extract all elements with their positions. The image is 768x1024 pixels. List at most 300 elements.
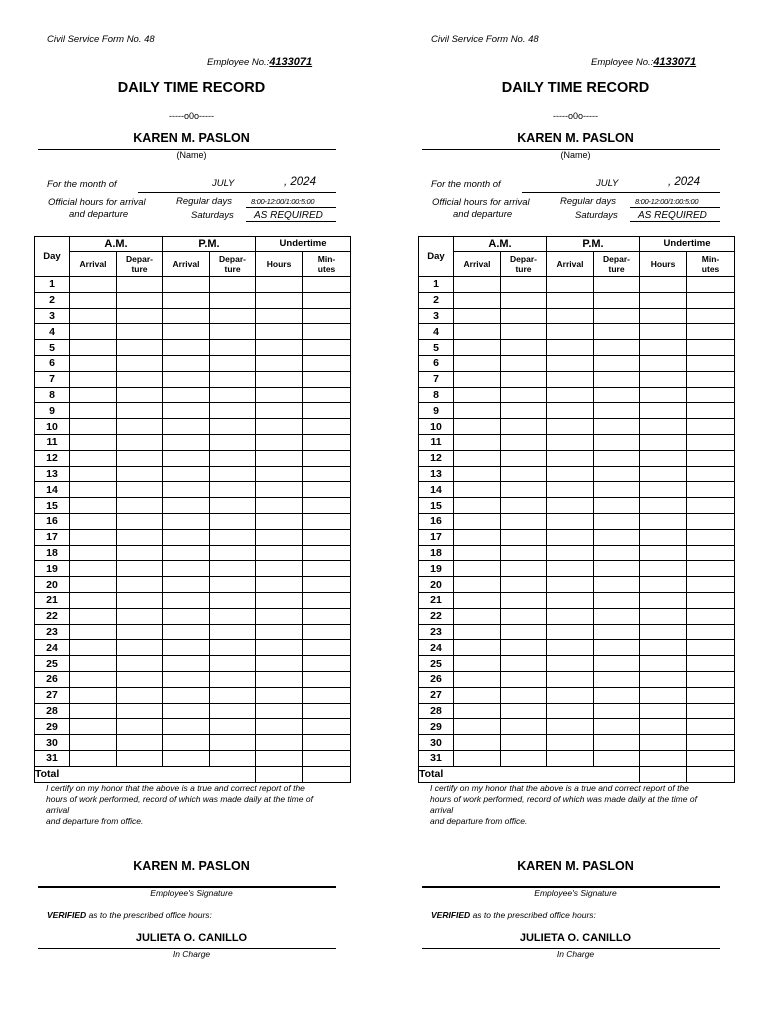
undertime-hours-cell[interactable] — [256, 513, 303, 529]
pm-departure-cell[interactable] — [594, 387, 640, 403]
am-arrival-cell[interactable] — [454, 545, 501, 561]
undertime-hours-cell[interactable] — [256, 561, 303, 577]
undertime-hours-cell[interactable] — [256, 750, 303, 766]
am-arrival-cell[interactable] — [70, 703, 117, 719]
pm-arrival-cell[interactable] — [163, 466, 210, 482]
pm-departure-cell[interactable] — [210, 450, 256, 466]
pm-departure-cell[interactable] — [594, 577, 640, 593]
undertime-hours-cell[interactable] — [256, 671, 303, 687]
undertime-hours-cell[interactable] — [256, 308, 303, 324]
undertime-minutes-cell[interactable] — [303, 466, 351, 482]
undertime-hours-cell[interactable] — [256, 355, 303, 371]
undertime-minutes-cell[interactable] — [303, 324, 351, 340]
pm-arrival-cell[interactable] — [163, 292, 210, 308]
pm-departure-cell[interactable] — [210, 561, 256, 577]
pm-arrival-cell[interactable] — [163, 355, 210, 371]
pm-arrival-cell[interactable] — [547, 324, 594, 340]
am-arrival-cell[interactable] — [70, 482, 117, 498]
undertime-hours-cell[interactable] — [256, 434, 303, 450]
pm-arrival-cell[interactable] — [547, 450, 594, 466]
undertime-minutes-cell[interactable] — [303, 671, 351, 687]
pm-departure-cell[interactable] — [594, 292, 640, 308]
am-departure-cell[interactable] — [117, 308, 163, 324]
am-departure-cell[interactable] — [501, 292, 547, 308]
am-arrival-cell[interactable] — [454, 403, 501, 419]
am-departure-cell[interactable] — [501, 577, 547, 593]
pm-arrival-cell[interactable] — [163, 529, 210, 545]
undertime-minutes-cell[interactable] — [687, 624, 735, 640]
pm-departure-cell[interactable] — [594, 656, 640, 672]
undertime-hours-cell[interactable] — [640, 529, 687, 545]
am-departure-cell[interactable] — [117, 324, 163, 340]
undertime-hours-cell[interactable] — [640, 719, 687, 735]
am-departure-cell[interactable] — [117, 592, 163, 608]
undertime-hours-cell[interactable] — [256, 292, 303, 308]
undertime-minutes-cell[interactable] — [303, 561, 351, 577]
total-minutes-cell[interactable] — [687, 766, 735, 782]
am-arrival-cell[interactable] — [70, 498, 117, 514]
pm-departure-cell[interactable] — [210, 529, 256, 545]
pm-departure-cell[interactable] — [210, 592, 256, 608]
undertime-minutes-cell[interactable] — [687, 750, 735, 766]
am-arrival-cell[interactable] — [454, 592, 501, 608]
am-departure-cell[interactable] — [117, 529, 163, 545]
undertime-hours-cell[interactable] — [640, 750, 687, 766]
pm-arrival-cell[interactable] — [163, 577, 210, 593]
undertime-hours-cell[interactable] — [256, 450, 303, 466]
am-arrival-cell[interactable] — [454, 498, 501, 514]
am-departure-cell[interactable] — [501, 277, 547, 293]
pm-arrival-cell[interactable] — [547, 608, 594, 624]
undertime-minutes-cell[interactable] — [687, 419, 735, 435]
pm-departure-cell[interactable] — [594, 498, 640, 514]
pm-arrival-cell[interactable] — [547, 387, 594, 403]
am-arrival-cell[interactable] — [70, 592, 117, 608]
pm-arrival-cell[interactable] — [163, 545, 210, 561]
pm-departure-cell[interactable] — [594, 371, 640, 387]
am-arrival-cell[interactable] — [70, 750, 117, 766]
am-departure-cell[interactable] — [501, 498, 547, 514]
am-arrival-cell[interactable] — [70, 687, 117, 703]
am-arrival-cell[interactable] — [454, 371, 501, 387]
undertime-hours-cell[interactable] — [640, 324, 687, 340]
undertime-hours-cell[interactable] — [640, 387, 687, 403]
undertime-minutes-cell[interactable] — [303, 419, 351, 435]
undertime-hours-cell[interactable] — [640, 308, 687, 324]
pm-departure-cell[interactable] — [594, 355, 640, 371]
undertime-hours-cell[interactable] — [640, 735, 687, 751]
total-minutes-cell[interactable] — [303, 766, 351, 782]
undertime-minutes-cell[interactable] — [303, 592, 351, 608]
pm-departure-cell[interactable] — [594, 324, 640, 340]
pm-arrival-cell[interactable] — [163, 387, 210, 403]
am-arrival-cell[interactable] — [454, 624, 501, 640]
undertime-minutes-cell[interactable] — [303, 624, 351, 640]
am-departure-cell[interactable] — [117, 719, 163, 735]
pm-arrival-cell[interactable] — [163, 719, 210, 735]
pm-arrival-cell[interactable] — [163, 403, 210, 419]
undertime-hours-cell[interactable] — [256, 324, 303, 340]
pm-departure-cell[interactable] — [594, 687, 640, 703]
undertime-minutes-cell[interactable] — [303, 308, 351, 324]
am-arrival-cell[interactable] — [70, 292, 117, 308]
am-departure-cell[interactable] — [501, 624, 547, 640]
pm-arrival-cell[interactable] — [547, 308, 594, 324]
pm-departure-cell[interactable] — [594, 308, 640, 324]
am-arrival-cell[interactable] — [454, 513, 501, 529]
pm-departure-cell[interactable] — [210, 608, 256, 624]
am-arrival-cell[interactable] — [70, 561, 117, 577]
pm-arrival-cell[interactable] — [547, 640, 594, 656]
undertime-hours-cell[interactable] — [256, 466, 303, 482]
am-departure-cell[interactable] — [501, 434, 547, 450]
undertime-minutes-cell[interactable] — [687, 735, 735, 751]
pm-arrival-cell[interactable] — [547, 277, 594, 293]
pm-departure-cell[interactable] — [594, 592, 640, 608]
undertime-hours-cell[interactable] — [256, 419, 303, 435]
undertime-minutes-cell[interactable] — [303, 577, 351, 593]
pm-departure-cell[interactable] — [210, 403, 256, 419]
pm-departure-cell[interactable] — [210, 735, 256, 751]
pm-departure-cell[interactable] — [210, 624, 256, 640]
pm-arrival-cell[interactable] — [163, 671, 210, 687]
am-arrival-cell[interactable] — [70, 624, 117, 640]
undertime-minutes-cell[interactable] — [687, 513, 735, 529]
pm-departure-cell[interactable] — [594, 608, 640, 624]
am-arrival-cell[interactable] — [70, 308, 117, 324]
pm-arrival-cell[interactable] — [547, 671, 594, 687]
am-departure-cell[interactable] — [117, 703, 163, 719]
undertime-minutes-cell[interactable] — [687, 656, 735, 672]
pm-arrival-cell[interactable] — [547, 292, 594, 308]
am-arrival-cell[interactable] — [454, 687, 501, 703]
undertime-minutes-cell[interactable] — [303, 403, 351, 419]
am-departure-cell[interactable] — [501, 687, 547, 703]
am-departure-cell[interactable] — [501, 355, 547, 371]
pm-departure-cell[interactable] — [594, 671, 640, 687]
pm-departure-cell[interactable] — [210, 703, 256, 719]
undertime-minutes-cell[interactable] — [687, 277, 735, 293]
am-departure-cell[interactable] — [117, 561, 163, 577]
am-departure-cell[interactable] — [117, 292, 163, 308]
am-departure-cell[interactable] — [117, 277, 163, 293]
undertime-hours-cell[interactable] — [640, 292, 687, 308]
am-departure-cell[interactable] — [117, 434, 163, 450]
undertime-hours-cell[interactable] — [640, 355, 687, 371]
pm-arrival-cell[interactable] — [547, 703, 594, 719]
pm-arrival-cell[interactable] — [163, 324, 210, 340]
pm-arrival-cell[interactable] — [547, 371, 594, 387]
am-arrival-cell[interactable] — [454, 355, 501, 371]
am-departure-cell[interactable] — [117, 466, 163, 482]
pm-departure-cell[interactable] — [210, 498, 256, 514]
am-arrival-cell[interactable] — [454, 340, 501, 356]
undertime-hours-cell[interactable] — [640, 545, 687, 561]
undertime-minutes-cell[interactable] — [687, 498, 735, 514]
am-departure-cell[interactable] — [117, 419, 163, 435]
undertime-hours-cell[interactable] — [256, 719, 303, 735]
undertime-minutes-cell[interactable] — [687, 308, 735, 324]
pm-departure-cell[interactable] — [594, 735, 640, 751]
undertime-minutes-cell[interactable] — [303, 687, 351, 703]
undertime-hours-cell[interactable] — [640, 482, 687, 498]
am-departure-cell[interactable] — [501, 656, 547, 672]
pm-arrival-cell[interactable] — [163, 624, 210, 640]
undertime-hours-cell[interactable] — [256, 482, 303, 498]
am-departure-cell[interactable] — [501, 340, 547, 356]
pm-arrival-cell[interactable] — [547, 403, 594, 419]
pm-departure-cell[interactable] — [594, 640, 640, 656]
undertime-hours-cell[interactable] — [640, 450, 687, 466]
pm-departure-cell[interactable] — [594, 450, 640, 466]
undertime-minutes-cell[interactable] — [303, 340, 351, 356]
am-departure-cell[interactable] — [117, 750, 163, 766]
am-departure-cell[interactable] — [117, 498, 163, 514]
am-departure-cell[interactable] — [117, 687, 163, 703]
undertime-minutes-cell[interactable] — [687, 403, 735, 419]
pm-arrival-cell[interactable] — [547, 466, 594, 482]
undertime-hours-cell[interactable] — [640, 340, 687, 356]
am-departure-cell[interactable] — [117, 387, 163, 403]
pm-departure-cell[interactable] — [210, 340, 256, 356]
am-departure-cell[interactable] — [501, 324, 547, 340]
am-departure-cell[interactable] — [501, 671, 547, 687]
undertime-minutes-cell[interactable] — [303, 371, 351, 387]
pm-departure-cell[interactable] — [594, 482, 640, 498]
am-arrival-cell[interactable] — [454, 324, 501, 340]
am-departure-cell[interactable] — [501, 545, 547, 561]
am-departure-cell[interactable] — [501, 608, 547, 624]
am-departure-cell[interactable] — [501, 387, 547, 403]
am-arrival-cell[interactable] — [70, 656, 117, 672]
pm-arrival-cell[interactable] — [547, 750, 594, 766]
pm-arrival-cell[interactable] — [163, 434, 210, 450]
am-departure-cell[interactable] — [501, 419, 547, 435]
undertime-minutes-cell[interactable] — [303, 482, 351, 498]
am-arrival-cell[interactable] — [70, 529, 117, 545]
am-arrival-cell[interactable] — [454, 450, 501, 466]
pm-arrival-cell[interactable] — [163, 592, 210, 608]
undertime-minutes-cell[interactable] — [303, 608, 351, 624]
undertime-hours-cell[interactable] — [256, 608, 303, 624]
pm-arrival-cell[interactable] — [163, 340, 210, 356]
pm-departure-cell[interactable] — [594, 466, 640, 482]
am-arrival-cell[interactable] — [454, 608, 501, 624]
pm-departure-cell[interactable] — [210, 277, 256, 293]
pm-departure-cell[interactable] — [210, 545, 256, 561]
undertime-minutes-cell[interactable] — [303, 498, 351, 514]
am-arrival-cell[interactable] — [70, 466, 117, 482]
am-departure-cell[interactable] — [117, 403, 163, 419]
pm-arrival-cell[interactable] — [163, 419, 210, 435]
am-arrival-cell[interactable] — [454, 482, 501, 498]
undertime-minutes-cell[interactable] — [687, 608, 735, 624]
am-arrival-cell[interactable] — [70, 434, 117, 450]
am-departure-cell[interactable] — [501, 308, 547, 324]
undertime-minutes-cell[interactable] — [303, 450, 351, 466]
am-arrival-cell[interactable] — [454, 577, 501, 593]
pm-arrival-cell[interactable] — [163, 656, 210, 672]
pm-arrival-cell[interactable] — [163, 308, 210, 324]
am-arrival-cell[interactable] — [70, 545, 117, 561]
am-arrival-cell[interactable] — [454, 308, 501, 324]
am-arrival-cell[interactable] — [70, 371, 117, 387]
pm-arrival-cell[interactable] — [163, 450, 210, 466]
pm-arrival-cell[interactable] — [163, 687, 210, 703]
pm-arrival-cell[interactable] — [547, 513, 594, 529]
am-arrival-cell[interactable] — [454, 466, 501, 482]
undertime-hours-cell[interactable] — [640, 466, 687, 482]
undertime-hours-cell[interactable] — [640, 608, 687, 624]
pm-departure-cell[interactable] — [594, 513, 640, 529]
pm-arrival-cell[interactable] — [547, 592, 594, 608]
undertime-hours-cell[interactable] — [640, 277, 687, 293]
am-arrival-cell[interactable] — [70, 403, 117, 419]
pm-departure-cell[interactable] — [210, 387, 256, 403]
pm-departure-cell[interactable] — [210, 292, 256, 308]
pm-arrival-cell[interactable] — [547, 719, 594, 735]
am-departure-cell[interactable] — [117, 735, 163, 751]
undertime-minutes-cell[interactable] — [687, 671, 735, 687]
am-departure-cell[interactable] — [501, 371, 547, 387]
pm-departure-cell[interactable] — [210, 750, 256, 766]
undertime-hours-cell[interactable] — [256, 703, 303, 719]
am-departure-cell[interactable] — [501, 513, 547, 529]
undertime-minutes-cell[interactable] — [303, 277, 351, 293]
pm-departure-cell[interactable] — [210, 577, 256, 593]
undertime-hours-cell[interactable] — [256, 592, 303, 608]
undertime-hours-cell[interactable] — [256, 277, 303, 293]
pm-departure-cell[interactable] — [210, 466, 256, 482]
am-arrival-cell[interactable] — [70, 340, 117, 356]
am-departure-cell[interactable] — [117, 545, 163, 561]
undertime-minutes-cell[interactable] — [687, 687, 735, 703]
undertime-hours-cell[interactable] — [640, 577, 687, 593]
am-arrival-cell[interactable] — [454, 419, 501, 435]
am-arrival-cell[interactable] — [454, 750, 501, 766]
undertime-hours-cell[interactable] — [256, 577, 303, 593]
undertime-minutes-cell[interactable] — [303, 513, 351, 529]
am-departure-cell[interactable] — [501, 529, 547, 545]
undertime-minutes-cell[interactable] — [687, 577, 735, 593]
am-departure-cell[interactable] — [501, 719, 547, 735]
pm-arrival-cell[interactable] — [547, 498, 594, 514]
undertime-minutes-cell[interactable] — [687, 340, 735, 356]
am-arrival-cell[interactable] — [454, 387, 501, 403]
undertime-minutes-cell[interactable] — [687, 482, 735, 498]
pm-departure-cell[interactable] — [210, 308, 256, 324]
pm-departure-cell[interactable] — [210, 419, 256, 435]
pm-departure-cell[interactable] — [594, 419, 640, 435]
am-arrival-cell[interactable] — [454, 656, 501, 672]
am-departure-cell[interactable] — [501, 592, 547, 608]
am-departure-cell[interactable] — [117, 671, 163, 687]
undertime-hours-cell[interactable] — [256, 498, 303, 514]
pm-arrival-cell[interactable] — [163, 750, 210, 766]
pm-arrival-cell[interactable] — [547, 656, 594, 672]
am-arrival-cell[interactable] — [70, 419, 117, 435]
am-departure-cell[interactable] — [501, 561, 547, 577]
pm-departure-cell[interactable] — [594, 340, 640, 356]
am-departure-cell[interactable] — [117, 577, 163, 593]
am-departure-cell[interactable] — [501, 703, 547, 719]
pm-departure-cell[interactable] — [210, 687, 256, 703]
am-arrival-cell[interactable] — [70, 450, 117, 466]
undertime-minutes-cell[interactable] — [687, 719, 735, 735]
total-hours-cell[interactable] — [256, 766, 303, 782]
undertime-minutes-cell[interactable] — [687, 434, 735, 450]
undertime-hours-cell[interactable] — [640, 592, 687, 608]
am-arrival-cell[interactable] — [454, 277, 501, 293]
am-arrival-cell[interactable] — [70, 577, 117, 593]
am-arrival-cell[interactable] — [70, 608, 117, 624]
pm-arrival-cell[interactable] — [163, 513, 210, 529]
undertime-hours-cell[interactable] — [640, 671, 687, 687]
undertime-hours-cell[interactable] — [256, 403, 303, 419]
pm-departure-cell[interactable] — [210, 513, 256, 529]
pm-arrival-cell[interactable] — [547, 355, 594, 371]
undertime-hours-cell[interactable] — [256, 371, 303, 387]
undertime-minutes-cell[interactable] — [303, 750, 351, 766]
undertime-hours-cell[interactable] — [256, 656, 303, 672]
undertime-hours-cell[interactable] — [640, 419, 687, 435]
am-arrival-cell[interactable] — [454, 640, 501, 656]
undertime-hours-cell[interactable] — [640, 624, 687, 640]
undertime-minutes-cell[interactable] — [687, 387, 735, 403]
undertime-minutes-cell[interactable] — [687, 592, 735, 608]
am-arrival-cell[interactable] — [454, 561, 501, 577]
am-departure-cell[interactable] — [117, 640, 163, 656]
undertime-hours-cell[interactable] — [256, 545, 303, 561]
am-arrival-cell[interactable] — [70, 671, 117, 687]
am-arrival-cell[interactable] — [70, 640, 117, 656]
am-arrival-cell[interactable] — [454, 529, 501, 545]
pm-departure-cell[interactable] — [210, 656, 256, 672]
am-arrival-cell[interactable] — [454, 671, 501, 687]
pm-departure-cell[interactable] — [210, 355, 256, 371]
pm-arrival-cell[interactable] — [547, 735, 594, 751]
undertime-minutes-cell[interactable] — [303, 719, 351, 735]
pm-arrival-cell[interactable] — [163, 498, 210, 514]
undertime-hours-cell[interactable] — [640, 561, 687, 577]
am-arrival-cell[interactable] — [70, 277, 117, 293]
am-departure-cell[interactable] — [117, 340, 163, 356]
undertime-minutes-cell[interactable] — [303, 545, 351, 561]
undertime-minutes-cell[interactable] — [687, 529, 735, 545]
undertime-hours-cell[interactable] — [640, 703, 687, 719]
am-arrival-cell[interactable] — [70, 513, 117, 529]
pm-departure-cell[interactable] — [210, 324, 256, 340]
undertime-minutes-cell[interactable] — [687, 324, 735, 340]
am-arrival-cell[interactable] — [454, 703, 501, 719]
pm-departure-cell[interactable] — [594, 529, 640, 545]
pm-departure-cell[interactable] — [594, 277, 640, 293]
undertime-minutes-cell[interactable] — [303, 387, 351, 403]
pm-departure-cell[interactable] — [210, 434, 256, 450]
undertime-minutes-cell[interactable] — [303, 735, 351, 751]
undertime-hours-cell[interactable] — [256, 735, 303, 751]
undertime-minutes-cell[interactable] — [303, 434, 351, 450]
pm-arrival-cell[interactable] — [163, 608, 210, 624]
pm-departure-cell[interactable] — [594, 750, 640, 766]
am-departure-cell[interactable] — [117, 450, 163, 466]
am-departure-cell[interactable] — [501, 403, 547, 419]
pm-arrival-cell[interactable] — [163, 640, 210, 656]
am-arrival-cell[interactable] — [70, 355, 117, 371]
am-arrival-cell[interactable] — [70, 719, 117, 735]
am-departure-cell[interactable] — [117, 482, 163, 498]
undertime-minutes-cell[interactable] — [687, 450, 735, 466]
